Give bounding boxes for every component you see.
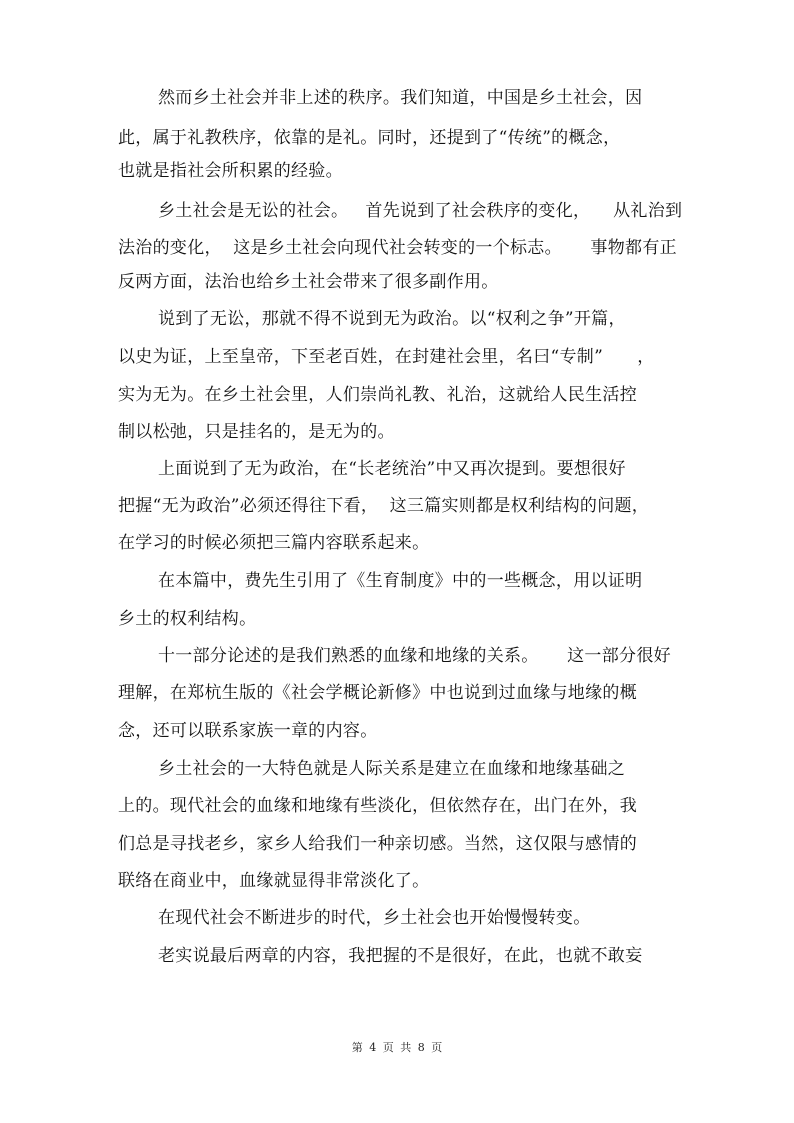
text-line-21: 们总是寻找老乡，家乡人给我们一种亲切感。当然，这仅限与感情的: [118, 834, 637, 854]
text-line-17: 理解，在郑杭生版的《社会学概论新修》中也说到过血缘与地缘的概: [118, 683, 637, 703]
text-line-20: 上的。现代社会的血缘和地缘有些淡化，但依然存在，出门在外，我: [118, 796, 637, 816]
text-line-18: 念，还可以联系家族一章的内容。: [118, 721, 378, 741]
text-line-10: 制以松弛，只是挂名的，是无为的。: [118, 422, 395, 442]
text-line-11: 上面说到了无为政治，在“长老统治”中又再次提到。要想很好: [158, 459, 626, 479]
text-line-22: 联络在商业中，血缘就显得非常淡化了。: [118, 871, 430, 891]
text-line-6: 反两方面，法治也给乡土社会带来了很多副作用。: [118, 272, 499, 292]
text-line-1: 然而乡土社会并非上述的秩序。我们知道，中国是乡土社会，因: [158, 88, 643, 108]
page-footer: 第 4 页 共 8 页: [351, 1041, 443, 1054]
text-line-12: 把握“无为政治”必须还得往下看， 这三篇实则都是权利结构的问题，: [118, 496, 650, 516]
text-line-8: 以史为证，上至皇帝，下至老百姓，在封建社会里，名曰“专制” ，: [118, 347, 655, 367]
text-line-19: 乡土社会的一大特色就是人际关系是建立在血缘和地缘基础之: [158, 759, 626, 779]
text-line-14: 在本篇中，费先生引用了《生育制度》中的一些概念，用以证明: [158, 571, 643, 591]
text-line-4: 乡土社会是无讼的社会。 首先说到了社会秩序的变化， 从礼治到: [158, 201, 683, 221]
text-line-16: 十一部分论述的是我们熟悉的血缘和地缘的关系。 这一部分很好: [158, 646, 671, 666]
text-line-15: 乡土的权利结构。: [118, 609, 257, 629]
text-line-3: 也就是指社会所积累的经验。: [118, 161, 343, 181]
text-line-7: 说到了无讼，那就不得不说到无为政治。以“权利之争”开篇，: [158, 309, 626, 329]
text-line-9: 实为无为。在乡土社会里，人们崇尚礼教、礼治，这就给人民生活控: [118, 385, 637, 405]
text-line-13: 在学习的时候必须把三篇内容联系起来。: [118, 533, 430, 553]
text-line-2: 此，属于礼教秩序，依靠的是礼。同时，还提到了“传统”的概念，: [118, 128, 621, 148]
text-line-24: 老实说最后两章的内容，我把握的不是很好，在此，也就不敢妄: [158, 946, 643, 966]
text-line-23: 在现代社会不断进步的时代，乡土社会也开始慢慢转变。: [158, 908, 591, 928]
text-line-5: 法治的变化， 这是乡土社会向现代社会转变的一个标志。 事物都有正: [118, 238, 677, 258]
